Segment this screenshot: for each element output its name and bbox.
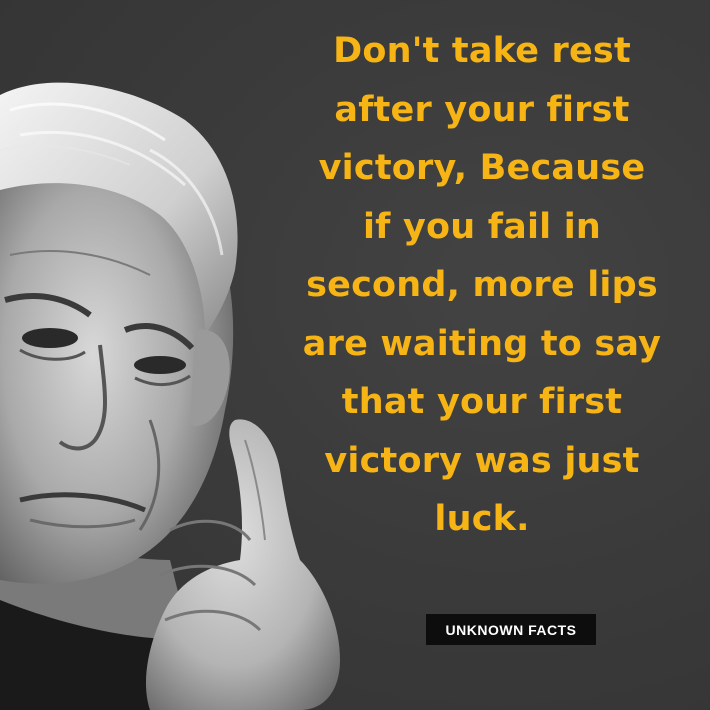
quote-line: luck. [434, 499, 530, 539]
quote-line: Don't take rest [333, 31, 631, 71]
quote-line: are waiting to say [302, 323, 662, 364]
quote-line: that your first [341, 382, 623, 422]
quote-line: victory was just [324, 440, 640, 481]
watermark-badge: UNKNOWN FACTS [426, 614, 596, 645]
quote-line: second, more lips [306, 265, 658, 305]
quote-line: if you fail in [362, 206, 602, 247]
quote-text [272, 22, 692, 549]
quote-line: after your first [334, 89, 630, 130]
quote-line: victory, Because [318, 148, 646, 188]
